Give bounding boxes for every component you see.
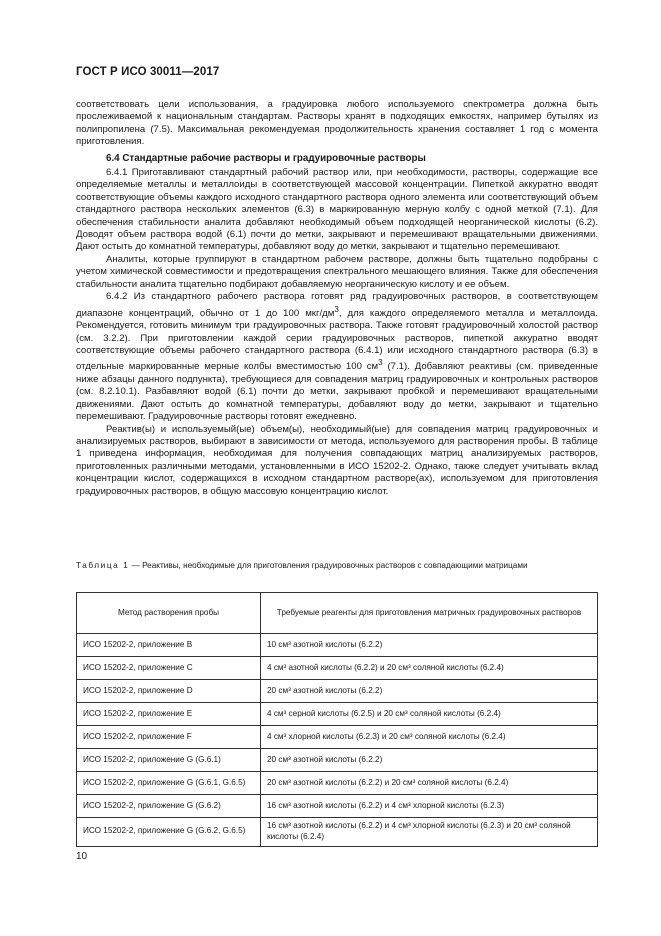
cell-reagents: 4 см³ серной кислоты (6.2.5) и 20 см³ соляной кислоты (6.2.4) xyxy=(261,703,598,726)
cell-method: ИСО 15202-2, приложение G (G.6.2, G.6.5) xyxy=(77,818,261,847)
table-row xyxy=(77,657,598,680)
superscript: 3 xyxy=(378,358,383,368)
cell-reagents: 4 см³ азотной кислоты (6.2.2) и 20 см³ соляной кислоты (6.2.4) xyxy=(261,657,598,680)
cell-method: ИСО 15202-2, приложение G (G.6.2) xyxy=(77,795,261,818)
header-reagents: Требуемые реагенты для приготовления матричных градуировочных растворов xyxy=(261,593,598,634)
cell-reagents: 4 см³ хлорной кислоты (6.2.3) и 20 см³ соляной кислоты (6.2.4) xyxy=(261,726,598,749)
paragraph-6-4-2 xyxy=(76,291,598,423)
paragraph-analytes: Аналиты, которые группируют в стандартном рабочем растворе, должны быть тщательно подобраны с учетом химической совместимости и предотвращения спектрального мешающего влияния. Также для обеспечения стабильности аналита тщательно подбирают добавляемую неорганическую кислоту и ее объем. xyxy=(76,253,598,290)
table-row xyxy=(77,726,598,749)
cell-method: ИСО 15202-2, приложение C xyxy=(77,657,261,680)
cell-reagents: 20 см³ азотной кислоты (6.2.2) xyxy=(261,680,598,703)
paragraph-6-4-2-part1: 6.4.2 Из стандартного рабочего раствора готовят ряд градуировочных растворов, в соответствующем диапазоне концентраций, обычно от 1 до 100 мкг/дм xyxy=(76,291,598,319)
page-number: 10 xyxy=(76,851,88,862)
superscript: 3 xyxy=(334,304,339,314)
table-row xyxy=(77,634,598,657)
cell-method: ИСО 15202-2, приложение G (G.6.1) xyxy=(77,749,261,772)
table-row xyxy=(77,772,598,795)
table-caption xyxy=(76,560,598,571)
table-header-row xyxy=(77,593,598,634)
table-body xyxy=(77,634,598,847)
cell-reagents: 16 см³ азотной кислоты (6.2.2) и 4 см³ хлорной кислоты (6.2.3) xyxy=(261,795,598,818)
cell-method: ИСО 15202-2, приложение G (G.6.1, G.6.5) xyxy=(77,772,261,795)
section-heading-6-4: 6.4 Стандартные рабочие растворы и градуировочные растворы xyxy=(106,152,426,164)
cell-method: ИСО 15202-2, приложение B xyxy=(77,634,261,657)
table-row xyxy=(77,749,598,772)
cell-reagents: 16 см³ азотной кислоты (6.2.2) и 4 см³ хлорной кислоты (6.2.3) и 20 см³ соляной кислоты (6.2.4) xyxy=(261,818,598,847)
paragraph-6-4-1: 6.4.1 Приготавливают стандартный рабочий раствор или, при необходимости, растворы, содержащие все определяемые металлы и металлоиды в соответствующей массовой концентрации. Пипеткой аккуратно вводят соответствующие объемы каждого исходного стандартного раствора одного элемента или соответствующий объем стандартного раствора нескольких элементов (6.3) в маркированную мерную колбу с одной меткой (7.1). Для обеспечения стабильности аналита добавляют необходимый объем подходящей неорганической кислоты (6.2). Доводят объем раствора водой (6.1) почти до метки, закрывают и перемешивают вращательными движениями. Дают остыть до комнатной температуры, добавляют воду до метки, закрывают и тщательно перемешивают. xyxy=(76,167,598,253)
paragraph-continuation: соответствовать цели использования, а градуировка любого используемого спектрометра должна быть прослеживаемой к национальным стандартам. Растворы хранят в подходящих емкостях, например бутылях из полипропилена (7.5). Максимальная рекомендуемая продолжительность хранения составляет 1 год с момента приготовления. xyxy=(76,99,598,148)
cell-method: ИСО 15202-2, приложение D xyxy=(77,680,261,703)
document-header: ГОСТ Р ИСО 30011—2017 xyxy=(76,66,220,78)
paragraph-6-4-2-part2: , для каждого определяемого металла и металлоида. Рекомендуется, готовить минимум три градуировочных раствора. Также готовят градуировочный холостой раствор (см. 3.2.2). При приготовлении каждой серии градуировочных растворов, пипеткой аккуратно вводят соответствующие объемы рабочего стандартного раствора (6.4.1) или исходного стандартного раствора (6.3) в отдельные маркированные мерные колбы вместимостью 100 см xyxy=(76,307,599,373)
table-caption-label: Таблица 1 xyxy=(76,561,130,570)
table-row xyxy=(77,680,598,703)
table-row xyxy=(77,818,598,847)
cell-reagents: 10 см³ азотной кислоты (6.2.2) xyxy=(261,634,598,657)
paragraph-6-4-2-part3: (7.1). Добавляют реактивы (см. приведенные ниже абзацы данного подпункта), требующиеся для совпадения матриц градуировочных и контрольных растворов (см. 8.2.10.1). Разбавляют водой (6.1) почти до метки, закрывают пробкой и перемешивают вращательными движениями. Дают остыть до комнатной температуры, добавляют воду до метки, закрывают и тщательно перемешивают. Градуировочные растворы готовят ежедневно. xyxy=(76,361,598,423)
body-text xyxy=(76,99,598,498)
paragraph-reagents: Реактив(ы) и используемый(ые) объем(ы), необходимый(ые) для совпадения матриц градуировочных и анализируемых растворов, выбирают в зависимости от метода, используемого для растворения пробы. В таблице 1 приведена информация, необходимая для получения совпадающих матриц анализируемых растворов, приготовленных различными методами, установленными в ИСО 15202-2. Однако, также следует учитывать вклад концентрации кислот, содержащихся в исходном стандартном растворе(ах), используемом для приготовления градуировочных растворов, в общую массовую концентрацию кислот. xyxy=(76,423,598,497)
reagents-table xyxy=(76,592,598,847)
cell-method: ИСО 15202-2, приложение F xyxy=(77,726,261,749)
table-row xyxy=(77,703,598,726)
cell-reagents: 20 см³ азотной кислоты (6.2.2) и 20 см³ соляной кислоты (6.2.4) xyxy=(261,772,598,795)
table-row xyxy=(77,795,598,818)
table-caption-text: — Реактивы, необходимые для приготовления градуировочных растворов с совпадающими матрицами xyxy=(129,561,528,570)
cell-method: ИСО 15202-2, приложение E xyxy=(77,703,261,726)
header-method: Метод растворения пробы xyxy=(77,593,261,634)
cell-reagents: 20 см³ азотной кислоты (6.2.2) xyxy=(261,749,598,772)
